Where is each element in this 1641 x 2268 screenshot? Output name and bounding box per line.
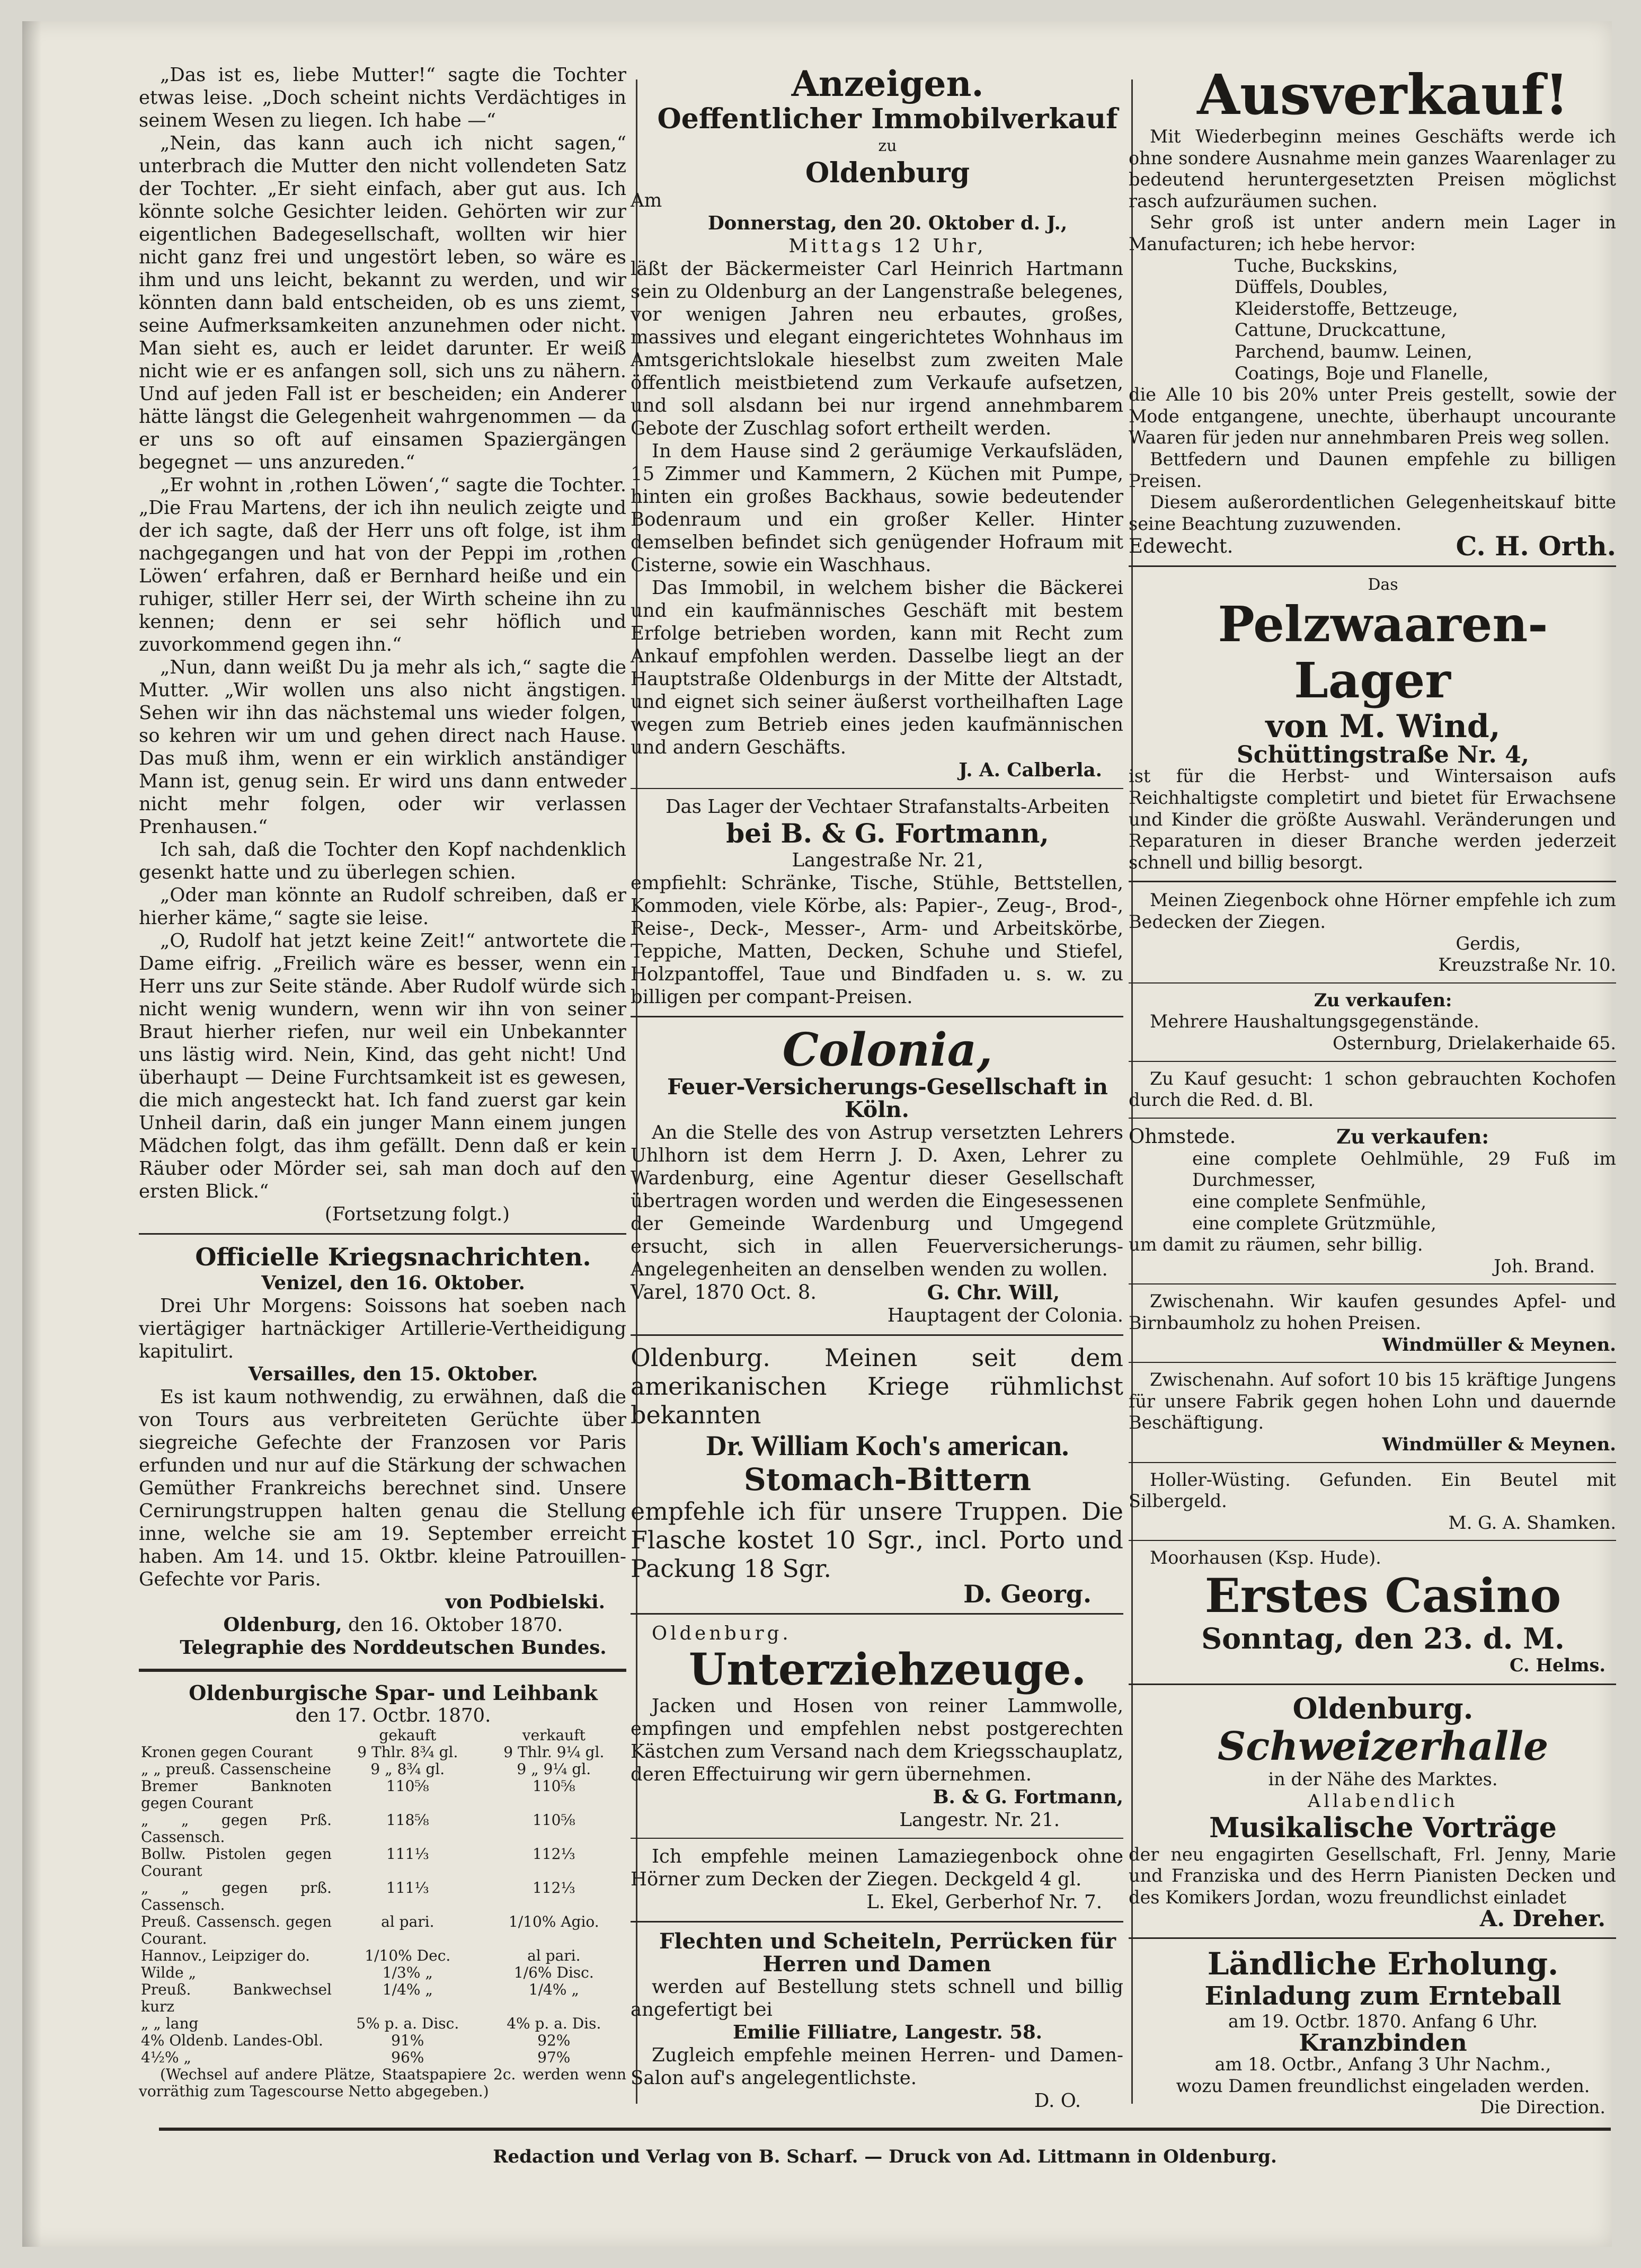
fortmann-body: empfiehlt: Schränke, Tische, Stühle, Bettstellen, Kommoden, viele Körbe, als: Papier-, Zeug-, Brod-, Reise-, Deck-, Messer-, Arm- und Arbeitskörbe, Teppiche, Matten, Decken, Schuhe und Stiefel, Holzpantoffel, Taue und Bindfaden u. s. w. zu billigen per compant-Preisen. xyxy=(631,872,1123,1008)
rate-label: Bremer Banknoten gegen Courant xyxy=(141,1777,332,1812)
ausverkauf-body2: Sehr groß ist unter andern mein Lager in Manufacturen; ich hebe hervor: xyxy=(1129,212,1616,254)
ausverkauf-body: Mit Wiederbeginn meines Geschäfts werde ich ohne sondere Ausnahme mein ganzes Waarenlager zu bedeutend heruntergesetzten Preisen möglichst rasch aufzuräumen suchen. xyxy=(1129,126,1616,211)
ausverkauf-body4: Bettfedern und Daunen empfehle zu billigen Preisen. xyxy=(1129,448,1616,491)
auction-date: Donnerstag, den 20. Oktober d. J., xyxy=(707,212,1068,234)
verkauf-address: Osternburg, Drielakerhaide 65. xyxy=(1332,1033,1616,1053)
divider xyxy=(631,788,1123,789)
rate-label: Kronen gegen Courant xyxy=(141,1743,313,1761)
war-date: den 16. Oktober 1870. xyxy=(348,1614,563,1636)
divider xyxy=(631,1613,1123,1615)
filliatre-name: Emilie Filliatre, Langestr. 58. xyxy=(732,2022,1043,2043)
ziege-signature: Gerdis, xyxy=(1456,933,1521,954)
verkauf-body: Mehrere Haushaltungsgegenstände. xyxy=(1150,1011,1479,1032)
bank-head-buy: gekauft xyxy=(379,1726,437,1744)
story-paragraph: „Nun, dann weißt Du ja mehr als ich,“ sagte die Mutter. „Wir wollen uns also nicht ängstigen. Sehen wir ihn das nächstemal uns wieder folgen, so kehren wir um und gehen direct nach Hause. Das muß ihm, wenn er ein wirklich anständiger Mann ist, genug sein. Er wird uns dann entweder nicht mehr folgen, oder wir verlassen Prenhausen.“ xyxy=(139,657,626,838)
divider xyxy=(1129,1462,1616,1463)
war-signature: von Podbielski. xyxy=(445,1591,605,1613)
casino-date: Sonntag, den 23. d. M. xyxy=(1201,1621,1565,1655)
colonia-place-date: Varel, 1870 Oct. 8. xyxy=(631,1281,817,1304)
schweizerhalle-signature: A. Dreher. xyxy=(1479,1906,1605,1932)
table-row xyxy=(139,1744,626,1761)
ohmstede-l3: eine complete Grützmühle, xyxy=(1192,1212,1436,1234)
koch-title: Dr. William Koch's american. xyxy=(706,1430,1069,1461)
auction-signature: J. A. Calberla. xyxy=(959,759,1102,781)
ausverkauf-place: Edewecht. xyxy=(1129,535,1234,558)
holler-signature: M. G. A. Shamken. xyxy=(1448,1512,1616,1533)
unterzieh-address: Langestr. Nr. 21. xyxy=(899,1809,1060,1831)
ads-heading: Anzeigen. xyxy=(791,63,984,104)
rate-buy: al pari. xyxy=(381,1913,434,1930)
zwischenahn2-signature: Windmüller & Meynen. xyxy=(1382,1433,1616,1455)
list-item: Cattune, Druckcattune, xyxy=(1235,320,1447,341)
rate-label: „ „ lang xyxy=(141,2015,199,2032)
rate-sell: 110⅝ xyxy=(533,1811,575,1829)
lama-body: Ich empfehle meinen Lamaziegenbock ohne Hörner zum Decken der Ziegen. Deckgeld 4 gl. xyxy=(631,1846,1123,1890)
war-paragraph-1: Drei Uhr Morgens: Soissons hat soeben nach viertägiger hartnäckiger Artillerie-Vertheidigung kapitulirt. xyxy=(139,1295,626,1362)
auction-p2: In dem Hause sind 2 geräumige Verkaufsläden, 15 Zimmer und Kammern, 2 Küchen mit Pumpe, hinten ein großes Backhaus, sowie bedeutender Bodenraum und ein großer Keller. Hinter demselben befindet sich genügender Hofraum mit Cisterne, sowie ein Waschhaus. xyxy=(631,440,1123,576)
rate-sell: 1/4% „ xyxy=(528,1981,579,1998)
koch-signature: D. Georg. xyxy=(963,1580,1092,1608)
koch-body: empfehle ich für unsere Truppen. Die Flasche kostet 10 Sgr., incl. Porto und Packung 18 Sgr. xyxy=(631,1497,1123,1583)
pelz-das: Das xyxy=(1368,575,1398,595)
continued-note: (Fortsetzung folgt.) xyxy=(324,1203,510,1225)
war-paragraph-2: Es ist kaum nothwendig, zu erwähnen, daß die von Tours aus verbreiteten Gerüchte über siegreiche Gefechte der Franzosen vor Paris erfunden und nur auf die Stärkung der schwachen Gemüther Frankreichs berechnet sind. Unsere Cernirungstruppen halten genau die Stellung inne, welche sie am 19. September erreicht haben. Am 14. und 15. Oktbr. kleine Patrouillen-Gefechte vor Paris. xyxy=(139,1386,626,1590)
fortmann-line3: Langestraße Nr. 21, xyxy=(792,849,983,871)
rate-label: 4½% „ xyxy=(141,2049,191,2066)
erholung-signature: Die Direction. xyxy=(1480,2097,1605,2118)
colonia-body: An die Stelle des von Astrup versetzten Lehrers Uhlhorn ist dem Herrn J. D. Axen, Lehrer zu Wardenburg, eine Agentur dieser Gesellschaft übertragen worden und werden die Eingesessenen der Gemeinde Wardenburg und Umgegend ersucht, sich in allen Feuerversicherungs-Angelegenheiten an denselben wenden zu wollen. xyxy=(631,1122,1123,1280)
divider xyxy=(139,1233,626,1235)
rate-buy: 9 Thlr. 8¾ gl. xyxy=(357,1743,458,1761)
auction-place: Oldenburg xyxy=(805,157,970,189)
rate-buy: 96% xyxy=(391,2049,424,2066)
rate-sell: 92% xyxy=(537,2032,571,2049)
divider xyxy=(631,1921,1123,1923)
war-news-title: Officielle Kriegsnachrichten. xyxy=(195,1243,591,1271)
colonia-signature: G. Chr. Will, xyxy=(927,1281,1060,1304)
divider xyxy=(1129,565,1616,567)
divider xyxy=(1129,881,1616,882)
colonia-role: Hauptagent der Colonia. xyxy=(887,1305,1123,1326)
schweizerhalle-l1: in der Nähe des Marktes. xyxy=(1268,1769,1498,1790)
list-item: Coatings, Boje und Flanelle, xyxy=(1235,362,1489,384)
fortmann-line1: Das Lager der Vechtaer Strafanstalts-Arbeiten xyxy=(666,796,1110,818)
rate-sell: 9 Thlr. 9¼ gl. xyxy=(503,1743,605,1761)
filliatre-signature: D. O. xyxy=(1034,2090,1081,2112)
erholung-subtitle: Einladung zum Ernteball xyxy=(1204,1981,1562,2012)
ohmstede-signature: Joh. Brand. xyxy=(1494,1255,1595,1277)
rate-buy: 1/3% „ xyxy=(382,1964,433,1981)
verkauf-title: Zu verkaufen: xyxy=(1314,989,1452,1011)
rate-label: Preuß. Bankwechsel kurz xyxy=(141,1981,332,2015)
rate-label: Hannov., Leipziger do. xyxy=(141,1947,310,1964)
rate-sell: 9 „ 9¼ gl. xyxy=(517,1760,591,1778)
rate-buy: 111⅓ xyxy=(386,1879,429,1897)
list-item: Tuche, Buckskins, xyxy=(1235,255,1398,276)
schweizerhalle-title: Schweizerhalle xyxy=(1217,1724,1549,1770)
rate-sell: 1/6% Disc. xyxy=(513,1964,594,1981)
zwischenahn1-body: Zwischenahn. Wir kaufen gesundes Apfel- und Birnbaumholz zu hohen Preisen. xyxy=(1129,1291,1616,1333)
unterzieh-title: Unterziehzeuge. xyxy=(688,1644,1087,1695)
lama-signature: L. Ekel, Gerberhof Nr. 7. xyxy=(866,1891,1102,1913)
rate-buy: 110⅝ xyxy=(386,1777,429,1795)
holler-body: Holler-Wüsting. Gefunden. Ein Beutel mit Silbergeld. xyxy=(1129,1469,1616,1512)
unterzieh-place: Oldenburg. xyxy=(652,1623,792,1644)
auction-p3: Das Immobil, in welchem bisher die Bäckerei und ein kaufmännisches Geschäft mit bestem Erfolge betrieben worden, kann mit Recht zum Ankauf empfohlen werden. Dasselbe liegt an der Hauptstraße Oldenburgs in der Mitte der Altstadt, und eignet sich seiner äußerst vortheilhaften Lage wegen zum Betrieb eines jeden kaufmännischen und andern Geschäfts. xyxy=(631,577,1123,758)
rate-label: 4% Oldenb. Landes-Obl. xyxy=(141,2032,323,2049)
table-row xyxy=(139,1778,626,1812)
casino-signature: C. Helms. xyxy=(1509,1654,1605,1676)
ohmstede-l1: eine complete Oehlmühle, 29 Fuß im Durchmesser, xyxy=(1192,1148,1616,1191)
divider xyxy=(631,1838,1123,1839)
divider xyxy=(1129,1684,1616,1685)
war-subheading-venizel: Venizel, den 16. Oktober. xyxy=(261,1272,525,1294)
list-item: Düffels, Doubles, xyxy=(1235,277,1388,298)
auction-am: Am xyxy=(631,190,662,211)
filliatre-body: werden auf Bestellung stets schnell und billig angefertigt bei xyxy=(631,1976,1123,2021)
kauf-body: Zu Kauf gesucht: 1 schon gebrauchten Kochofen durch die Red. d. Bl. xyxy=(1129,1068,1616,1111)
koch-title2: Stomach-Bittern xyxy=(743,1461,1032,1498)
ausverkauf-title: Ausverkauf! xyxy=(1197,62,1569,127)
story-paragraph: „Das ist es, liebe Mutter!“ sagte die Tochter etwas leise. „Doch scheint nichts Verdächtiges in seinem Wesen zu liegen. Ich habe —“ xyxy=(139,64,626,131)
schweizerhalle-body: der neu engagirten Gesellschaft, Frl. Jenny, Marie und Franziska und des Herrn Pianisten Decken und des Komikers Jordan, wozu freundlichst einladet xyxy=(1129,1844,1616,1908)
table-row xyxy=(139,2049,626,2066)
exchange-rate-table xyxy=(139,1727,626,2066)
column-story xyxy=(139,64,626,2100)
schweizerhalle-l3: Musikalische Vorträge xyxy=(1209,1811,1557,1844)
unterzieh-signature: B. & G. Fortmann, xyxy=(933,1786,1123,1808)
divider xyxy=(1129,1061,1616,1062)
rate-label: Bollw. Pistolen gegen Courant xyxy=(141,1845,332,1880)
ohmstede-place: Ohmstede. xyxy=(1129,1124,1236,1148)
auction-zu: zu xyxy=(878,137,897,155)
ausverkauf-body5: Diesem außerordentlichen Gelegenheitskauf bitte seine Beachtung zuzuwenden. xyxy=(1129,492,1616,534)
colonia-title: Colonia, xyxy=(782,1023,993,1077)
table-row xyxy=(139,2015,626,2032)
ausverkauf-items xyxy=(1129,255,1616,385)
table-row xyxy=(139,1846,626,1880)
table-row xyxy=(139,1981,626,2015)
rate-label: „ „ preuß. Cassenscheine xyxy=(141,1760,331,1778)
schweizerhalle-place: Oldenburg. xyxy=(1292,1691,1474,1726)
divider xyxy=(139,1669,626,1672)
imprint-footer: Redaction und Verlag von B. Scharf. — Druck von Ad. Littmann in Oldenburg. xyxy=(493,2146,1277,2167)
table-row xyxy=(139,1947,626,1964)
rate-buy: 1/4% „ xyxy=(382,1981,433,1998)
story-paragraph: Ich sah, daß die Tochter den Kopf nachdenklich gesenkt hatte und zu überlegen schien. xyxy=(139,839,626,883)
rate-label: Preuß. Cassensch. gegen Courant. xyxy=(141,1913,332,1947)
ziege-address: Kreuzstraße Nr. 10. xyxy=(1438,954,1616,976)
column-ads-right xyxy=(1129,64,1616,2119)
kranzbinden-title: Kranzbinden xyxy=(1299,2029,1467,2057)
story-paragraph: „Oder man könnte an Rudolf schreiben, daß er hierher käme,“ sagte sie leise. xyxy=(139,884,626,929)
table-row xyxy=(139,2032,626,2049)
zwischenahn1-signature: Windmüller & Meynen. xyxy=(1382,1334,1616,1356)
ohmstede-title: Zu verkaufen: xyxy=(1336,1124,1489,1148)
divider xyxy=(631,1016,1123,1017)
unterzieh-body: Jacken und Hosen von reiner Lammwolle, empfingen und empfehlen nebst postgerechten Kästchen zum Versand nach dem Kriegsschauplatz, deren Effectuirung wir gern übernehmen. xyxy=(631,1695,1123,1785)
auction-p1: läßt der Bäckermeister Carl Heinrich Hartmann sein zu Oldenburg an der Langenstraße belegenes, vor wenigen Jahren neu erbautes, großes, massives und elegant eingerichtetes Wohnhaus im Amtsgerichtslokale hieselbst zum zweiten Male öffentlich meistbietend zum Verkaufe aufsetzen, und soll alsdann bei nur irgend annehmbarem Gebote der Zuschlag sofort ertheilt werden. xyxy=(631,258,1123,439)
divider xyxy=(1129,1362,1616,1363)
ohmstede-l2: eine complete Senfmühle, xyxy=(1192,1191,1427,1212)
rate-sell: 112⅓ xyxy=(533,1879,575,1897)
ausverkauf-signature: C. H. Orth. xyxy=(1456,530,1616,562)
story-paragraph: „Er wohnt in ‚rothen Löwen‘,“ sagte die Tochter. „Die Frau Martens, der ich ihn neulich zeigte und der ich sagte, daß der Herr uns oft folge, ist ihm nachgegangen und hat von der Peppi im ‚rothen Löwen‘ erfahren, daß er Bernhard heiße und ein ruhiger, stiller Herr sei, der Wirth scheine ihn zu kennen; denn er sei sehr höflich und zuvorkommend gegen ihn.“ xyxy=(139,474,626,655)
table-row xyxy=(139,1880,626,1913)
casino-title: Erstes Casino xyxy=(1204,1567,1562,1623)
war-source: Telegraphie des Norddeutschen Bundes. xyxy=(180,1637,607,1659)
war-subheading-versailles: Versailles, den 15. Oktober. xyxy=(248,1363,538,1385)
serial-story xyxy=(139,64,626,1203)
bank-note: (Wechsel auf andere Plätze, Staatspapiere 2c. werden wenn vorräthig zum Tagescourse Netto abgegeben.) xyxy=(139,2066,626,2100)
rate-label: „ „ gegen prß. Cassensch. xyxy=(141,1879,332,1913)
ausverkauf-body3: die Alle 10 bis 20% unter Preis gestellt, sowie der Mode entgangene, unechte, überhaupt uncourante Waaren für jeden nur annehmbaren Preis weg sollen. xyxy=(1129,384,1616,448)
rate-label: Wilde „ xyxy=(141,1964,197,1981)
auction-title: Oeffentlicher Immobilverkauf xyxy=(657,103,1118,135)
pelz-von: von M. Wind, xyxy=(1265,707,1501,745)
auction-time: Mittags 12 Uhr, xyxy=(788,235,987,257)
rate-sell: 1/10% Agio. xyxy=(508,1913,599,1930)
colonia-subtitle: Feuer-Versicherungs-Gesellschaft in Köln. xyxy=(667,1074,1108,1122)
divider xyxy=(1129,1118,1616,1119)
rate-buy: 118⅝ xyxy=(386,1811,429,1829)
fortmann-line2: bei B. & G. Fortmann, xyxy=(726,818,1049,849)
rate-buy: 111⅓ xyxy=(386,1845,429,1863)
divider xyxy=(1129,982,1616,984)
pelz-address: Schüttingstraße Nr. 4, xyxy=(1236,741,1530,768)
rate-sell: 97% xyxy=(537,2049,571,2066)
koch-intro: Oldenburg. Meinen seit dem amerikanischen Kriege rühmlichst bekannten xyxy=(631,1343,1123,1429)
rate-sell: 4% p. a. Dis. xyxy=(507,2015,601,2032)
ohmstede-l4: um damit zu räumen, sehr billig. xyxy=(1129,1234,1423,1255)
table-row xyxy=(139,1812,626,1846)
divider xyxy=(1129,1937,1616,1939)
list-item: Kleiderstoffe, Bettzeuge, xyxy=(1235,298,1458,319)
rate-buy: 5% p. a. Disc. xyxy=(356,2015,459,2032)
bank-title: Oldenburgische Spar- und Leihbank xyxy=(189,1681,598,1705)
table-row xyxy=(139,1964,626,1981)
rate-sell: 110⅝ xyxy=(533,1777,575,1795)
footer-rule xyxy=(159,2128,1611,2131)
list-item: Parchend, baumw. Leinen, xyxy=(1235,341,1473,362)
divider xyxy=(1129,1540,1616,1541)
rate-buy: 91% xyxy=(391,2032,424,2049)
kranzbinden-date: am 18. Octbr., Anfang 3 Uhr Nachm., xyxy=(1214,2054,1551,2075)
story-paragraph: „O, Rudolf hat jetzt keine Zeit!“ antwortete die Dame eifrig. „Freilich wäre es besser, wenn ein Herr uns zur Seite stände. Aber Rudolf würde sich nicht wenig wundern, wenn wir ihn von seiner Braut hierher riefen, nur weil ein Unbekannter uns lästig wird. Nein, Kind, das geht nicht! Und überhaupt — Deine Furchtsamkeit ist es gewesen, die mich angesteckt hat. Ich fand zuerst gar kein Unheil darin, daß ein junger Mann einem jungen Mädchen folgt, das ihm gefällt. Denn daß er kein Räuber oder Mörder sei, sah man doch auf den ersten Blick.“ xyxy=(139,930,626,1202)
table-row xyxy=(139,1913,626,1947)
pelz-title: Pelzwaaren-Lager xyxy=(1218,595,1548,709)
schweizerhalle-l2: Allabendlich xyxy=(1308,1791,1458,1812)
pelz-body: ist für die Herbst- und Wintersaison aufs Reichhaltigste completirt und bietet für Erwachsene und Kinder die größte Auswahl. Veränderungen und Reparaturen in dieser Branche werden jederzeit schnell und billig besorgt. xyxy=(1129,766,1616,873)
moorhausen-place: Moorhausen (Ksp. Hude). xyxy=(1150,1547,1381,1569)
kranzbinden-body: wozu Damen freundlichst eingeladen werden. xyxy=(1176,2075,1590,2096)
war-date-place: Oldenburg, xyxy=(223,1614,342,1636)
bank-date: den 17. Octbr. 1870. xyxy=(295,1705,491,1726)
filliatre-title: Flechten und Scheiteln, Perrücken für Herren und Damen xyxy=(659,1929,1116,1977)
rate-sell: 112⅓ xyxy=(533,1845,575,1863)
column-ads-middle xyxy=(631,64,1123,2112)
story-paragraph: „Nein, das kann auch ich nicht sagen,“ unterbrach die Mutter den nicht vollendeten Satz der Tochter. „Er sieht einfach, aber gut aus. Ich könnte solche Gesichter leiden. Gehörten wir zur eigentlichen Badegesellschaft, wollten wir hier nicht ganz frei und ungestört leben, so wäre es ihm und uns leicht, bekannt zu werden, und wir könnten dann bald entscheiden, ob es uns ziemt, seine Aufmerksamkeiten anzunehmen oder nicht. Man sieht es, auch er leidet darunter. Er weiß nicht wie er es anfangen soll, sich uns zu nähern. Und auf jeden Fall ist er bescheiden; ein Anderer hätte längst die Gelegenheit wahrgenommen — da er uns so oft auf einsamen Spaziergängen begegnet — uns anzureden.“ xyxy=(139,132,626,473)
table-row xyxy=(139,1761,626,1778)
erholung-title: Ländliche Erholung. xyxy=(1207,1946,1559,1982)
erholung-date: am 19. Octbr. 1870. Anfang 6 Uhr. xyxy=(1228,2011,1538,2032)
ziege-body: Meinen Ziegenbock ohne Hörner empfehle ich zum Bedecken der Ziegen. xyxy=(1129,890,1616,933)
divider xyxy=(1129,1283,1616,1284)
rate-label: „ „ gegen Prß. Cassensch. xyxy=(141,1811,332,1846)
rate-sell: al pari. xyxy=(527,1947,581,1964)
filliatre-body2: Zugleich empfehle meinen Herren- und Damen-Salon auf's angelegentlichste. xyxy=(631,2044,1123,2089)
rate-buy: 9 „ 8¾ gl. xyxy=(370,1760,445,1778)
bank-head-sell: verkauft xyxy=(522,1726,586,1744)
rate-buy: 1/10% Dec. xyxy=(365,1947,451,1964)
divider xyxy=(631,1334,1123,1336)
zwischenahn2-body: Zwischenahn. Auf sofort 10 bis 15 kräftige Jungens für unsere Fabrik gegen hohen Lohn und dauernde Beschäftigung. xyxy=(1129,1369,1616,1433)
